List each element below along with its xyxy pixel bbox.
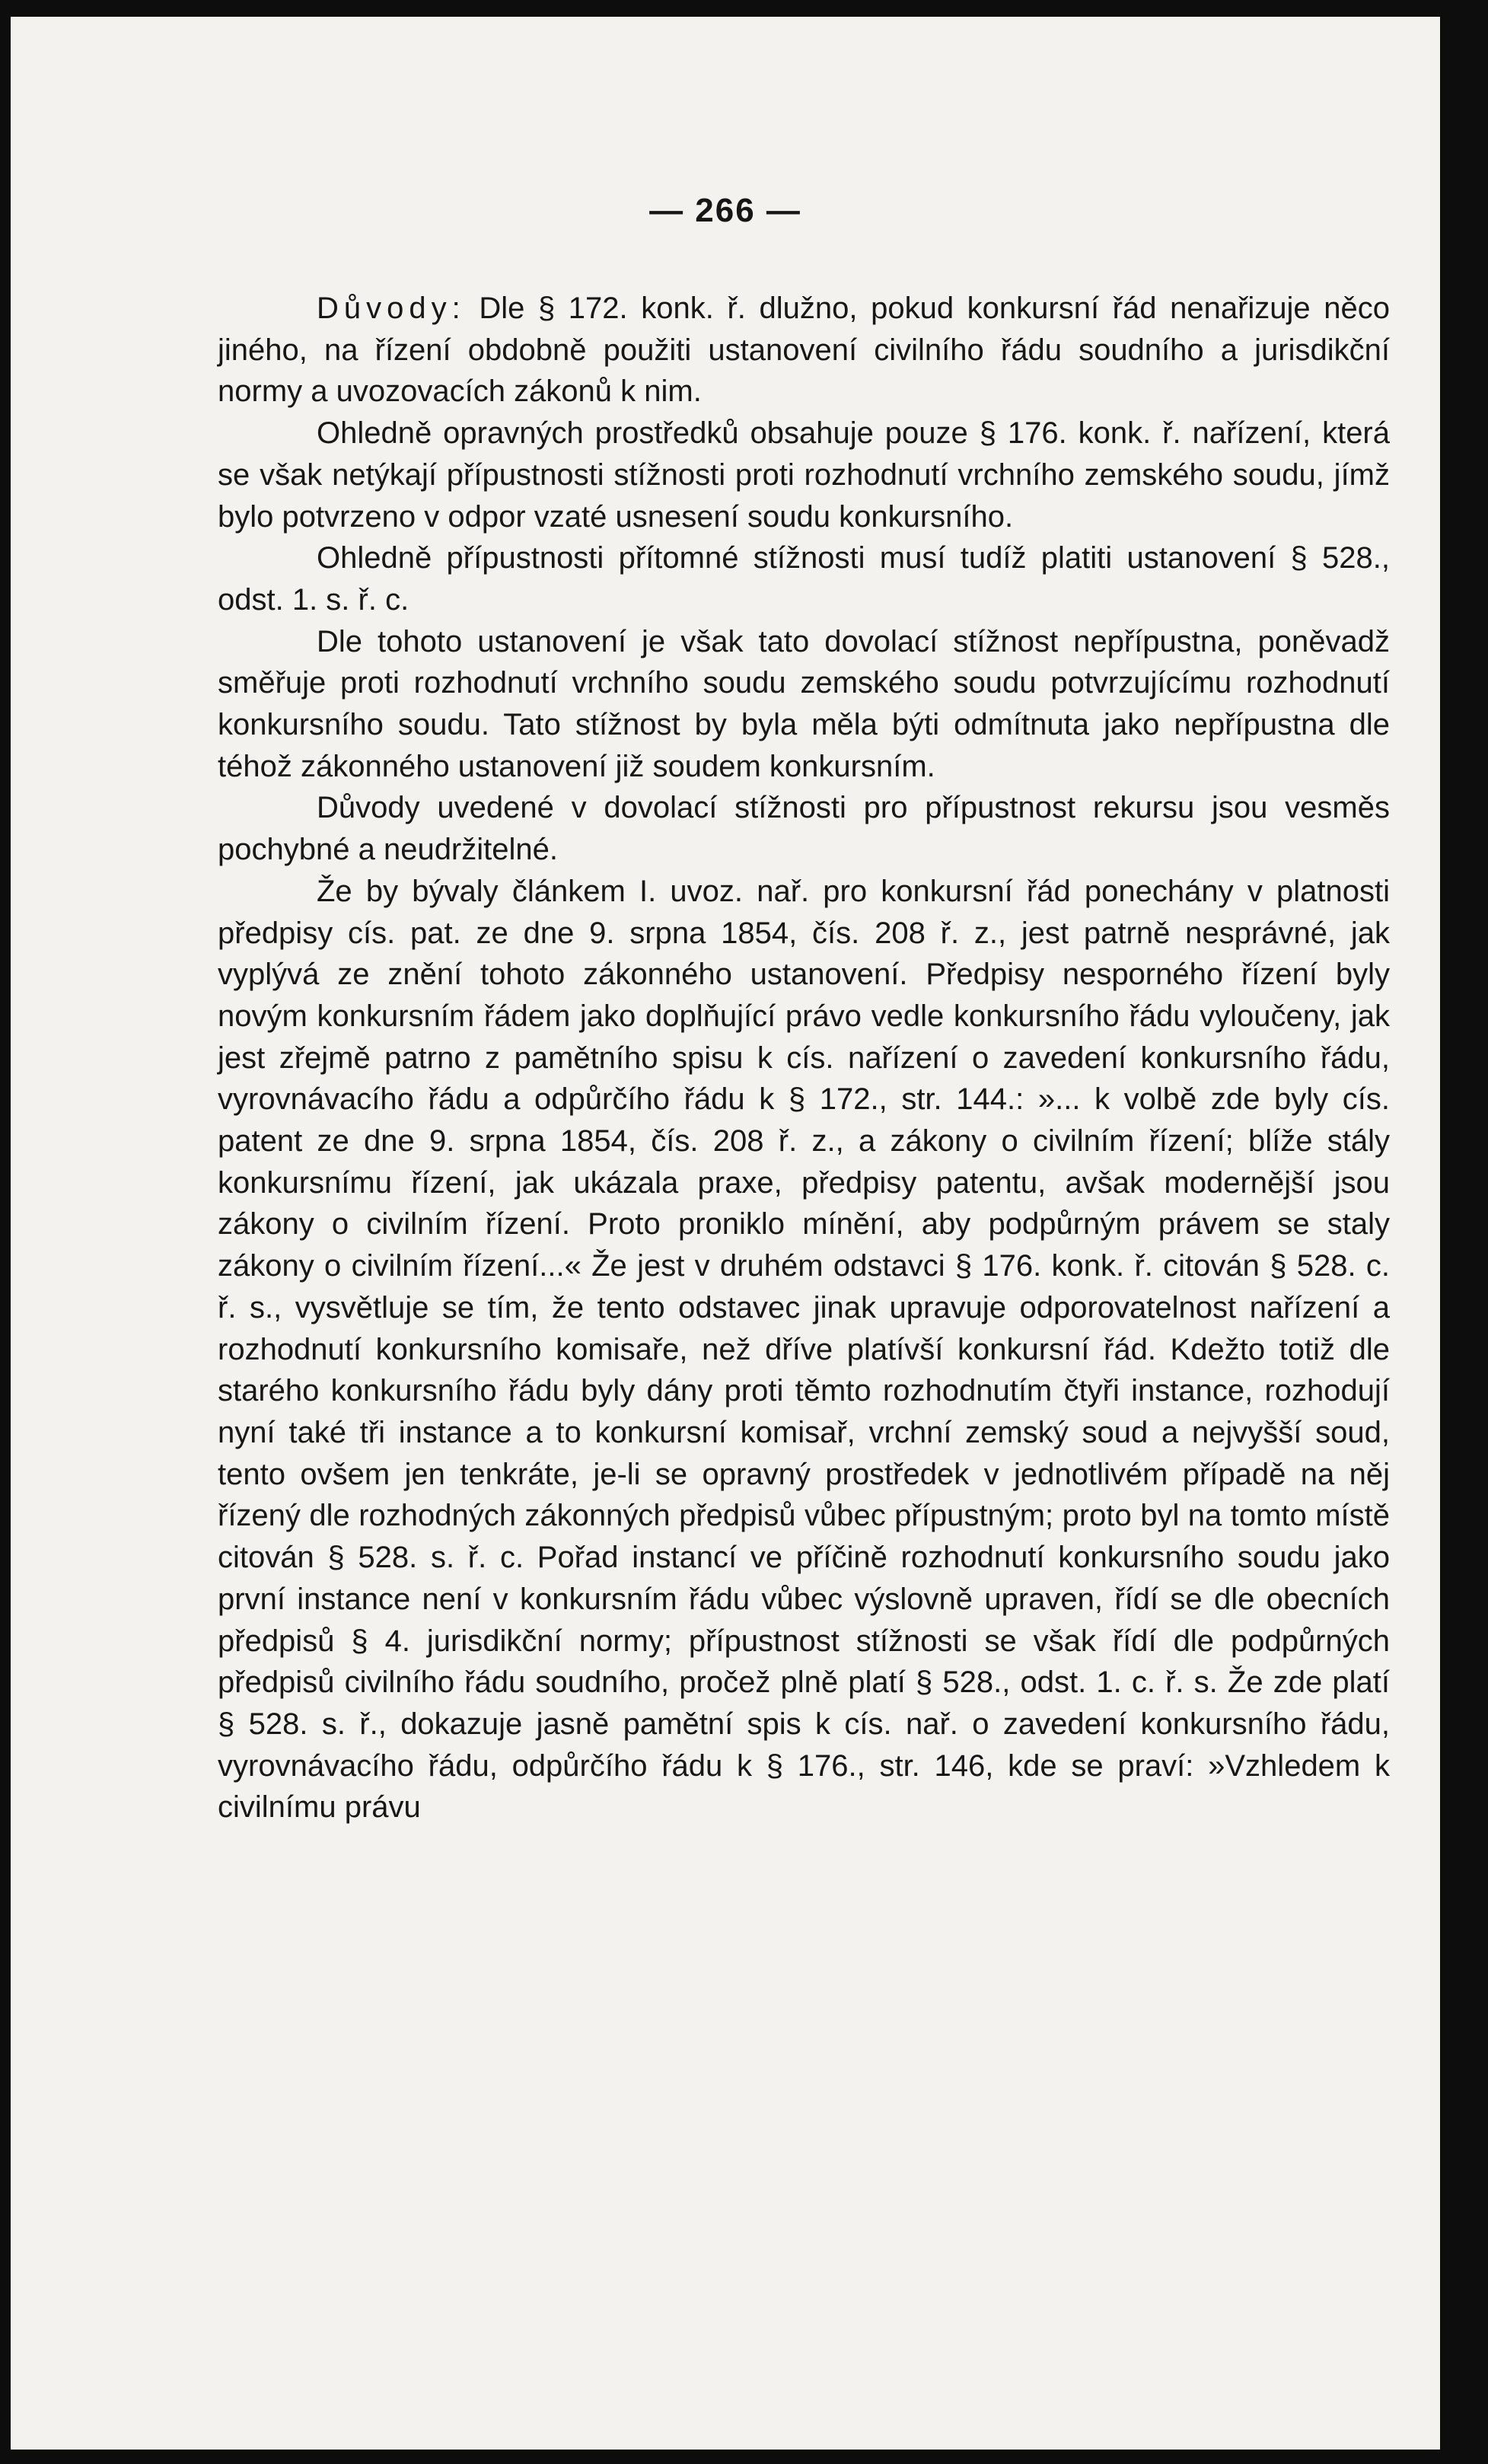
paragraph <box>218 871 1390 1828</box>
paragraph-text: Ohledně přípustnosti přítomné stížnosti musí tudíž platiti ustanovení § 528., odst. 1. s. ř. c. <box>218 541 1390 617</box>
paragraph <box>218 413 1390 537</box>
paragraph <box>218 288 1390 413</box>
paragraph-text: Dle § 172. konk. ř. dlužno, pokud konkursní řád nenařizuje něco jiného, na řízení obdobně použiti ustanovení civilního řádu soudního a jurisdikční normy a uvozovacích zákonů k nim. <box>218 292 1390 409</box>
paragraph-text: Ohledně opravných prostředků obsahuje pouze § 176. konk. ř. nařízení, která se však netýkají přípustnosti stížnosti proti rozhodnutí vrchního zemského soudu, jímž bylo potvrzeno v odpor vzaté usnesení soudu konkursního. <box>218 416 1390 534</box>
page-number: — 266 — <box>649 192 801 229</box>
paragraph-text: Dle tohoto ustanovení je však tato dovolací stížnost nepřípustna, poněvadž směřuje proti rozhodnutí vrchního soudu zemského soudu potvrzujícímu rozhodnutí konkursního soudu. Tato stížnost by byla měla býti odmítnuta jako nepřípustna dle téhož zákonného ustanovení již soudem konkursním. <box>218 624 1390 783</box>
page <box>11 17 1440 2450</box>
body-text <box>218 288 1390 1828</box>
paragraph <box>218 621 1390 788</box>
paragraph-lead: Důvody: <box>317 292 466 325</box>
paragraph-text: Důvody uvedené v dovolací stížnosti pro přípustnost rekursu jsou vesměs pochybné a neudržitelné. <box>218 791 1390 867</box>
paragraph <box>218 537 1390 620</box>
paragraph-text: Že by bývaly článkem I. uvoz. nař. pro konkursní řád ponechány v platnosti předpisy cís. pat. ze dne 9. srpna 1854, čís. 208 ř. z., jest patrně nesprávné, jak vyplývá ze znění tohoto zákonného ustanovení. Předpisy nesporného řízení byly novým konkursním řádem jako doplňující právo vedle konkursního řádu vyloučeny, jak jest zřejmě patrno z pamětního spisu k cís. nařízení o zavedení konkursního řádu, vyrovnávacího řádu a odpůrčího řádu k § 172., str. 144.: »... k volbě zde byly cís. patent ze dne 9. srpna 1854, čís. 208 ř. z., a zákony o civilním řízení; blíže stály konkursnímu řízení, jak ukázala praxe, předpisy patentu, avšak modernější jsou zákony o civilním řízení. Proto proniklo mínění, aby podpůrným právem se staly zákony o civilním řízení...« Že jest v druhém odstavci § 176. konk. ř. citován § 528. c. ř. s., vysvětluje se tím, že tento odstavec jinak upravuje odporovatelnost nařízení a rozhodnutí konkursního komisaře, než dříve platívší konkursní řád. Kdežto totiž dle starého konkursního řádu byly dány proti těmto rozhodnutím čtyři instance, rozhodují nyní také tři instance a to konkursní komisař, vrchní zemský soud a nejvyšší soud, tento ovšem jen tenkráte, je-li se opravný prostředek v jednotlivém případě na něj řízený dle rozhodných zákonných předpisů vůbec přípustným; proto byl na tomto místě citován § 528. s. ř. c. Pořad instancí ve příčině rozhodnutí konkursního soudu jako první instance není v konkursním řádu vůbec výslovně upraven, řídí se dle obecních předpisů § 4. jurisdikční normy; přípustnost stížnosti se však řídí dle podpůrných předpisů civilního řádu soudního, pročež plně platí § 528., odst. 1. c. ř. s. Že zde platí § 528. s. ř., dokazuje jasně pamětní spis k cís. nař. o zavedení konkursního řádu, vyrovnávacího řádu, odpůrčího řádu k § 176., str. 146, kde se praví: »Vzhledem k civilnímu právu <box>218 874 1390 1825</box>
paragraph <box>218 787 1390 870</box>
